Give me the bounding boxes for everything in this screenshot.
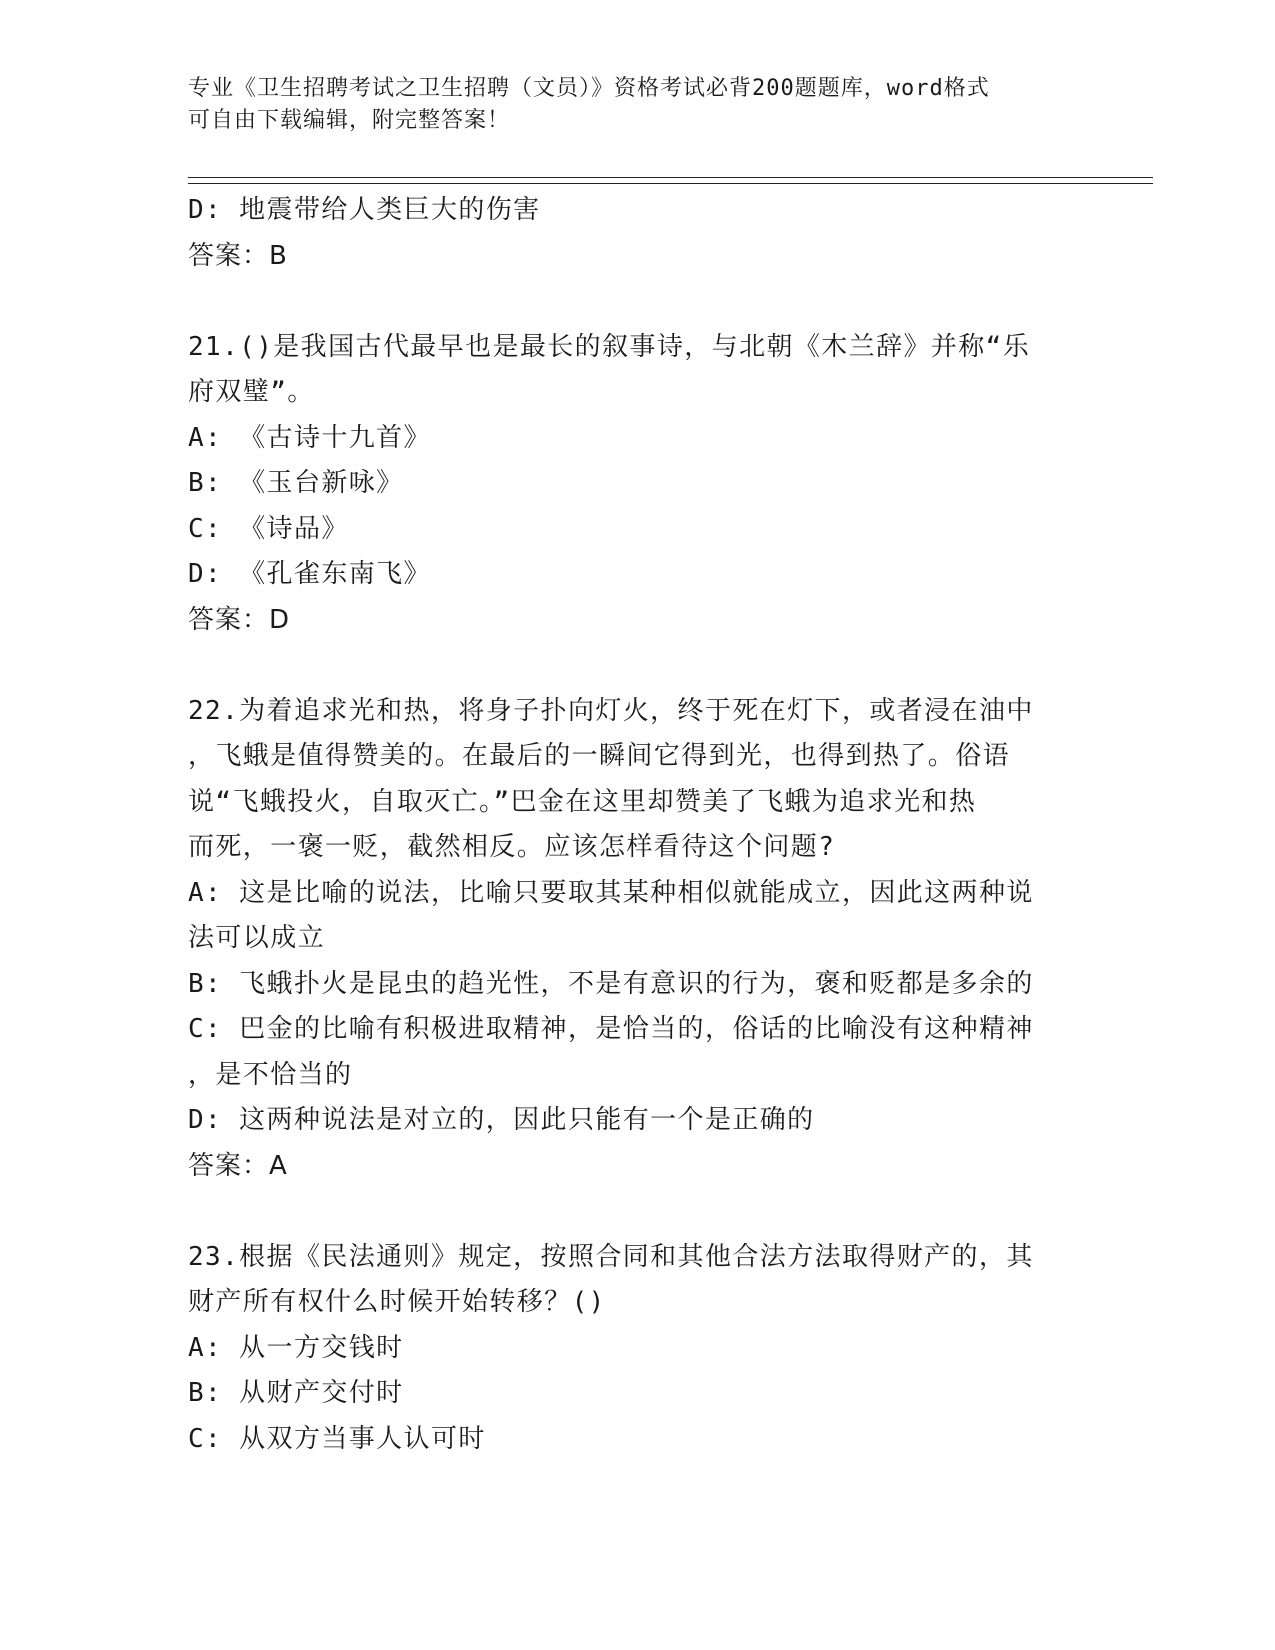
spacer bbox=[188, 643, 1088, 689]
question-stem: 财产所有权什么时候开始转移？() bbox=[188, 1287, 606, 1317]
option-b: B: 从财产交付时 bbox=[188, 1378, 404, 1408]
option-d: D: 《孔雀东南飞》 bbox=[188, 559, 431, 589]
option-b: B: 《玉台新咏》 bbox=[188, 468, 404, 498]
question-block-prev bbox=[188, 188, 1088, 279]
question-block-22 bbox=[188, 689, 1088, 1190]
spacer bbox=[188, 279, 1088, 325]
question-stem: ，飞蛾是值得赞美的。在最后的一瞬间它得到光，也得到热了。俗语 bbox=[188, 741, 1011, 771]
answer-line: 答案：B bbox=[188, 240, 288, 271]
option-c: C: 巴金的比喻有积极进取精神，是恰当的，俗话的比喻没有这种精神 bbox=[188, 1014, 1034, 1044]
option-c-continued: ，是不恰当的 bbox=[188, 1059, 353, 1090]
question-stem: 府双璧”。 bbox=[188, 377, 315, 407]
header-divider-bottom bbox=[188, 183, 1153, 184]
option-a: A: 这是比喻的说法，比喻只要取其某种相似就能成立，因此这两种说 bbox=[188, 877, 1034, 908]
document-header bbox=[188, 73, 1068, 137]
question-stem: 23.根据《民法通则》规定，按照合同和其他合法方法取得财产的，其 bbox=[188, 1241, 1034, 1272]
option-c: C: 从双方当事人认可时 bbox=[188, 1423, 486, 1454]
option-a: A: 《古诗十九首》 bbox=[188, 422, 431, 453]
answer-line: 答案：A bbox=[188, 1150, 288, 1181]
option-c: C: 《诗品》 bbox=[188, 513, 349, 544]
option-a: A: 从一方交钱时 bbox=[188, 1332, 404, 1363]
option-a-continued: 法可以成立 bbox=[188, 923, 326, 953]
spacer bbox=[188, 1189, 1088, 1235]
question-stem: 21.()是我国古代最早也是最长的叙事诗，与北朝《木兰辞》并称“乐 bbox=[188, 331, 1031, 362]
option-d: D: 地震带给人类巨大的伤害 bbox=[188, 195, 541, 225]
answer-line: 答案：D bbox=[188, 604, 291, 635]
option-b: B: 飞蛾扑火是昆虫的趋光性，不是有意识的行为，褒和贬都是多余的 bbox=[188, 968, 1034, 999]
question-stem: 而死，一褒一贬，截然相反。应该怎样看待这个问题? bbox=[188, 832, 836, 862]
option-d: D: 这两种说法是对立的，因此只能有一个是正确的 bbox=[188, 1105, 815, 1135]
question-stem: 22.为着追求光和热，将身子扑向灯火，终于死在灯下，或者浸在油中 bbox=[188, 695, 1034, 726]
header-divider-top bbox=[188, 177, 1153, 178]
question-stem: 说“飞蛾投火，自取灭亡。”巴金在这里却赞美了飞蛾为追求光和热 bbox=[188, 786, 977, 817]
header-line-1: 专业《卫生招聘考试之卫生招聘（文员）》资格考试必背200题题库，word格式 bbox=[188, 76, 990, 101]
question-block-21 bbox=[188, 325, 1088, 644]
header-line-2: 可自由下载编辑，附完整答案！ bbox=[188, 108, 511, 133]
question-block-23 bbox=[188, 1235, 1088, 1463]
question-list bbox=[188, 188, 1088, 1462]
